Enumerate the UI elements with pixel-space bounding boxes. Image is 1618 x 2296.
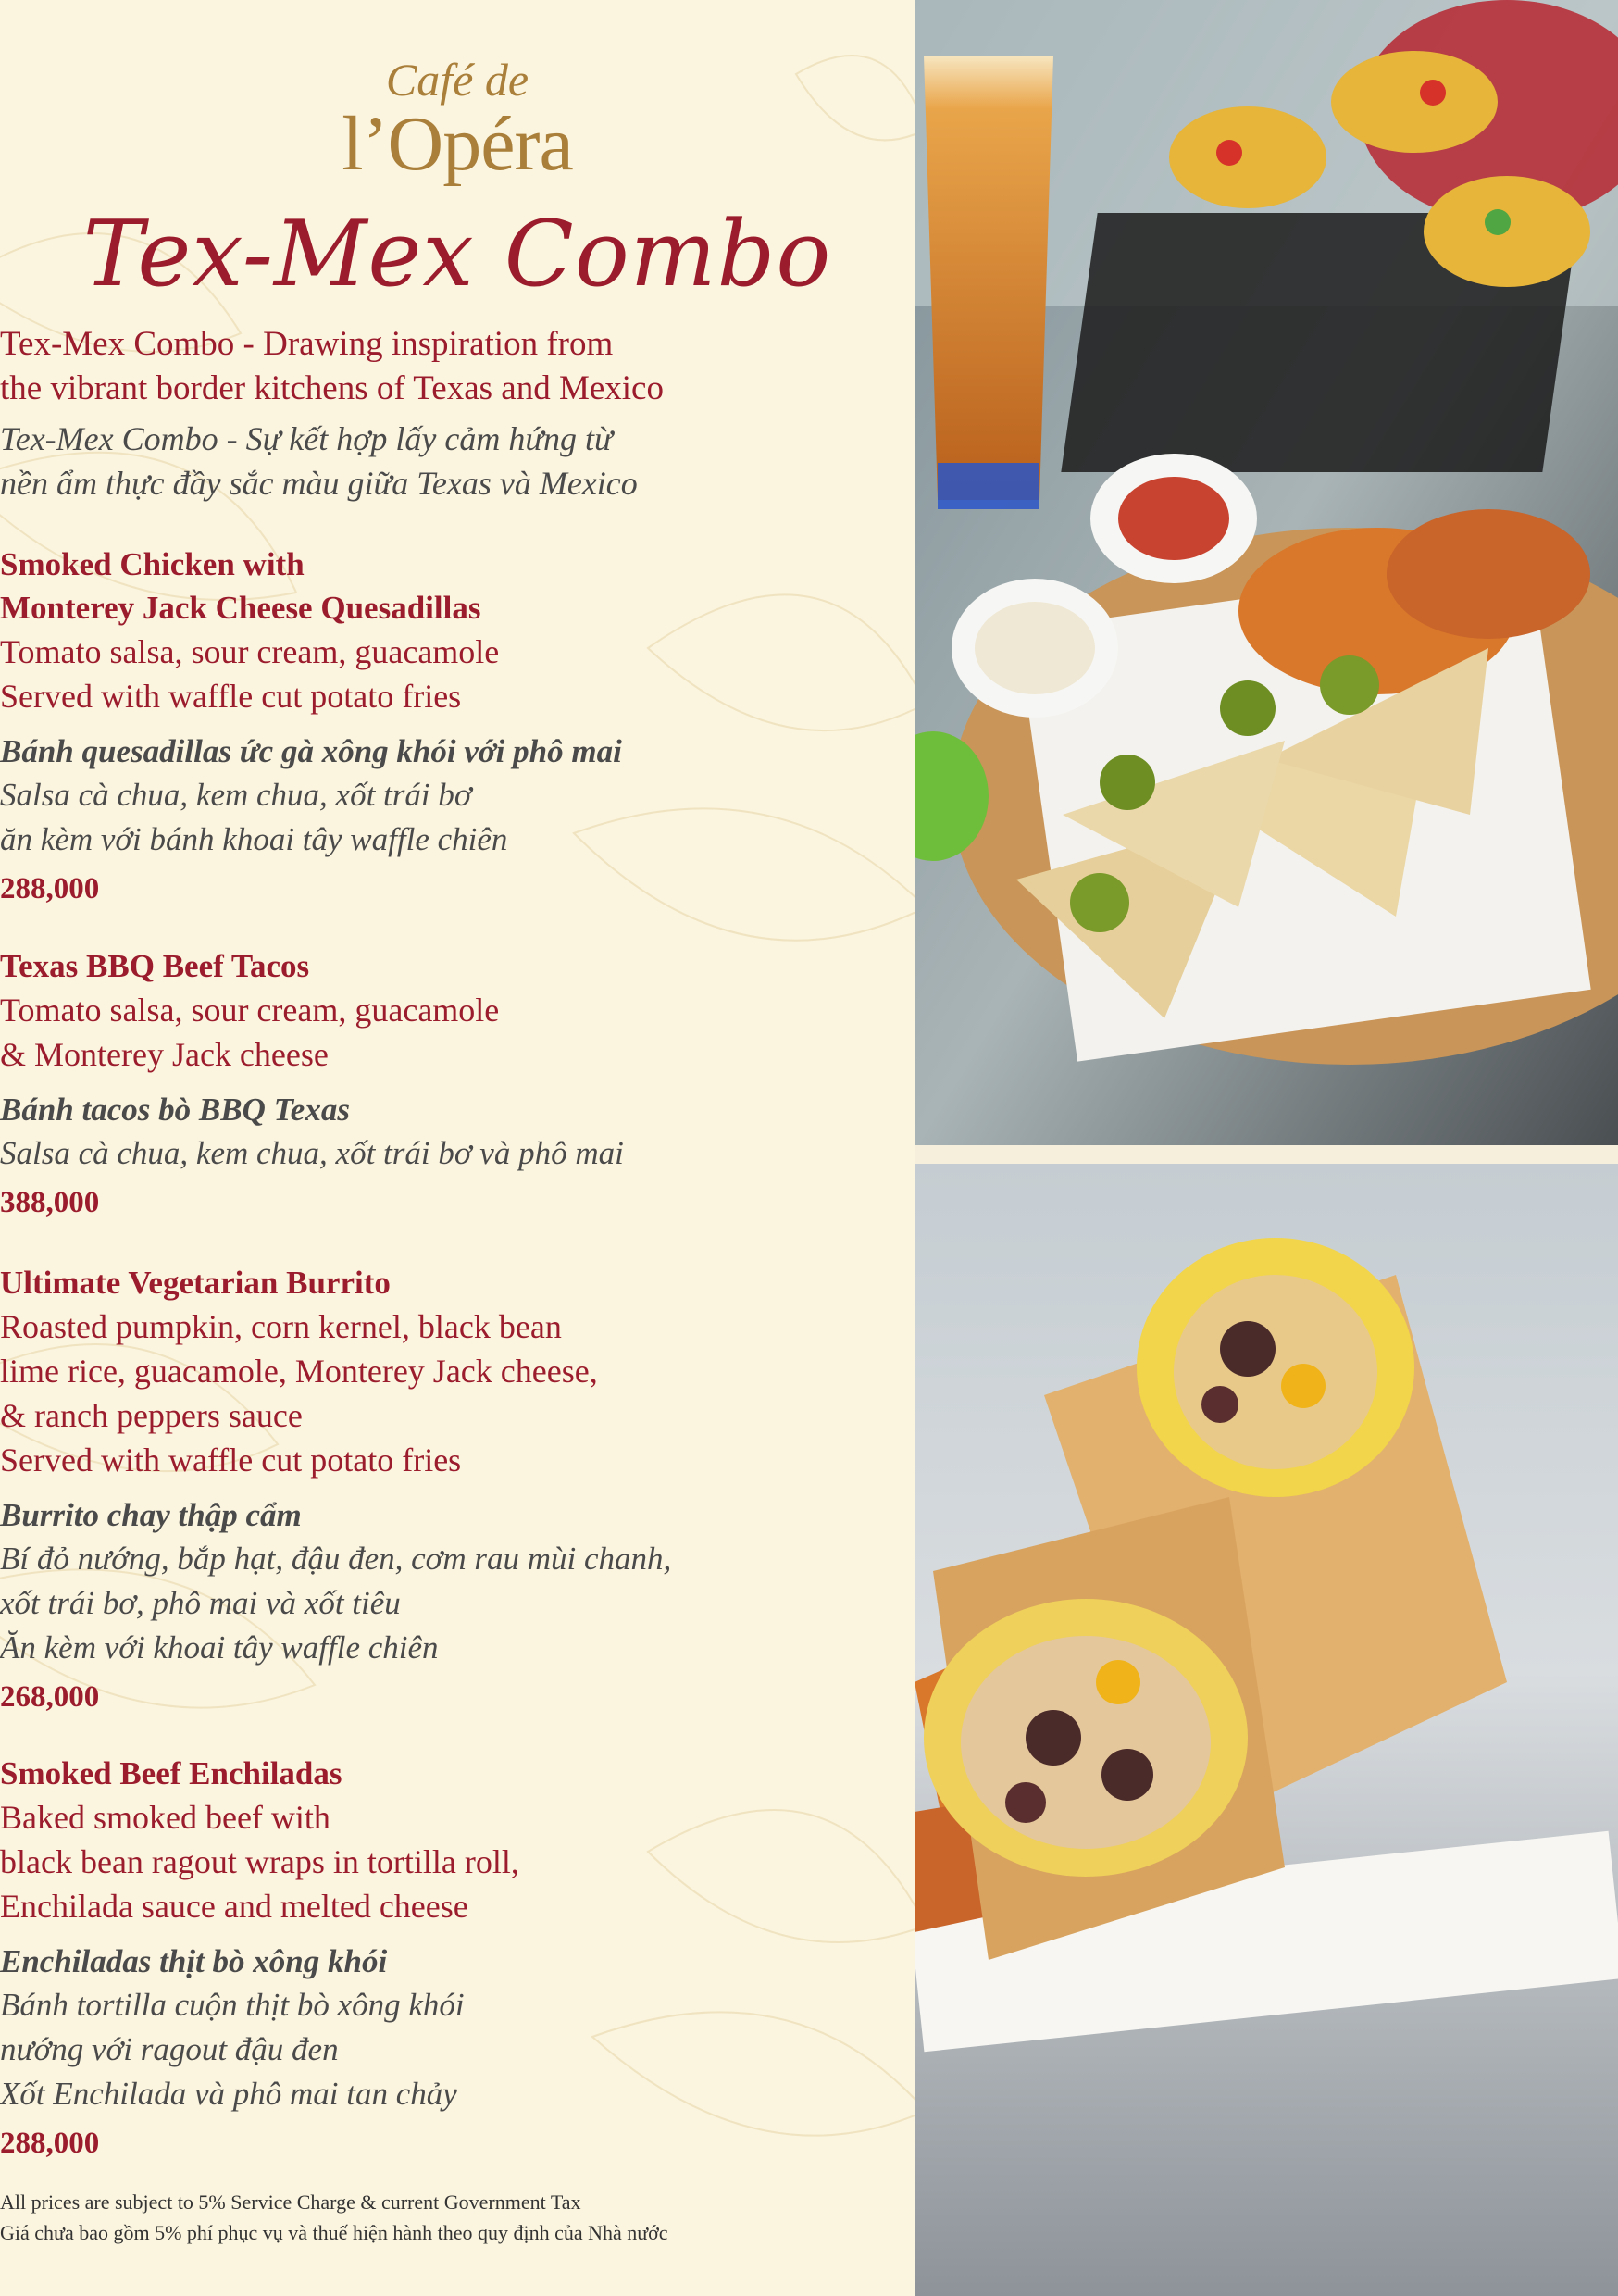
tax-note-vi: Giá chưa bao gồm 5% phí phục vụ và thuế hiện hành theo quy định của Nhà nước: [0, 2221, 668, 2244]
menu-item-enchiladas: [0, 1752, 915, 2165]
cafe-logo: [0, 54, 915, 187]
logo-line-1: Café de: [385, 54, 529, 106]
page-title: Tex-Mex Combo: [82, 202, 832, 307]
item-name: Texas BBQ Beef Tacos: [0, 948, 310, 984]
item-name: Smoked Beef Enchiladas: [0, 1755, 342, 1791]
logo-line-2: l’Opéra: [342, 101, 573, 187]
intro-en-line: Tex-Mex Combo - Drawing inspiration from: [0, 325, 614, 363]
item-description-vi: Xốt Enchilada và phô mai tan chảy: [0, 2076, 457, 2112]
item-name-vi: Burrito chay thập cẩm: [0, 1497, 302, 1533]
item-price: 388,000: [0, 1186, 100, 1219]
item-name: Smoked Chicken with: [0, 546, 305, 582]
burrito-photo: [915, 1164, 1618, 2296]
item-price: 288,000: [0, 2127, 100, 2160]
intro-vi-line: Tex-Mex Combo - Sự kết hợp lấy cảm hứng từ: [0, 420, 613, 457]
item-price: 268,000: [0, 1680, 100, 1714]
item-description-vi: Ăn kèm với khoai tây waffle chiên: [0, 1629, 439, 1666]
item-description: Roasted pumpkin, corn kernel, black bean: [0, 1308, 562, 1345]
item-description: Served with waffle cut potato fries: [0, 1441, 462, 1479]
item-description-vi: Salsa cà chua, kem chua, xốt trái bơ và phô mai: [0, 1135, 624, 1171]
tax-note: [0, 2187, 915, 2248]
item-name: Monterey Jack Cheese Quesadillas: [0, 590, 481, 626]
item-description: Served with waffle cut potato fries: [0, 678, 462, 715]
item-description: lime rice, guacamole, Monterey Jack cheese,: [0, 1353, 598, 1390]
menu-item-quesadillas: [0, 543, 915, 911]
item-description: Baked smoked beef with: [0, 1799, 330, 1836]
item-name-vi: Bánh tacos bò BBQ Texas: [0, 1092, 350, 1128]
tax-note-en: All prices are subject to 5% Service Charge & current Government Tax: [0, 2190, 581, 2214]
item-description-vi: nướng với ragout đậu đen: [0, 2031, 339, 2067]
item-price: 288,000: [0, 872, 100, 905]
item-description: Enchilada sauce and melted cheese: [0, 1888, 468, 1925]
item-description-vi: ăn kèm với bánh khoai tây waffle chiên: [0, 821, 508, 857]
menu-item-tacos: [0, 944, 915, 1225]
item-name-vi: Enchiladas thịt bò xông khói: [0, 1943, 388, 1979]
quesadillas-tacos-photo: [915, 0, 1618, 1145]
item-description: Tomato salsa, sour cream, guacamole: [0, 992, 500, 1029]
food-photo-illustration: [915, 0, 1618, 1145]
item-name: Ultimate Vegetarian Burrito: [0, 1265, 391, 1301]
intro-vi-line: nền ẩm thực đầy sắc màu giữa Texas và Mexico: [0, 465, 638, 502]
item-description: & ranch peppers sauce: [0, 1397, 303, 1434]
food-photo-illustration: [915, 1164, 1618, 2296]
menu-item-burrito: [0, 1261, 915, 1719]
photo-separator: [915, 1145, 1618, 1164]
item-description-vi: Bánh tortilla cuộn thịt bò xông khói: [0, 1987, 465, 2023]
intro-en-line: the vibrant border kitchens of Texas and Mexico: [0, 369, 664, 407]
intro-vietnamese: [0, 417, 915, 505]
item-description-vi: Salsa cà chua, kem chua, xốt trái bơ: [0, 777, 472, 813]
item-description: & Monterey Jack cheese: [0, 1036, 329, 1073]
intro-english: [0, 322, 915, 411]
item-description: Tomato salsa, sour cream, guacamole: [0, 633, 500, 670]
item-description-vi: Bí đỏ nướng, bắp hạt, đậu đen, cơm rau mùi chanh,: [0, 1541, 672, 1577]
item-description: black bean ragout wraps in tortilla roll,: [0, 1843, 519, 1880]
item-name-vi: Bánh quesadillas ức gà xông khói với phô mai: [0, 733, 622, 769]
item-description-vi: xốt trái bơ, phô mai và xốt tiêu: [0, 1585, 401, 1621]
